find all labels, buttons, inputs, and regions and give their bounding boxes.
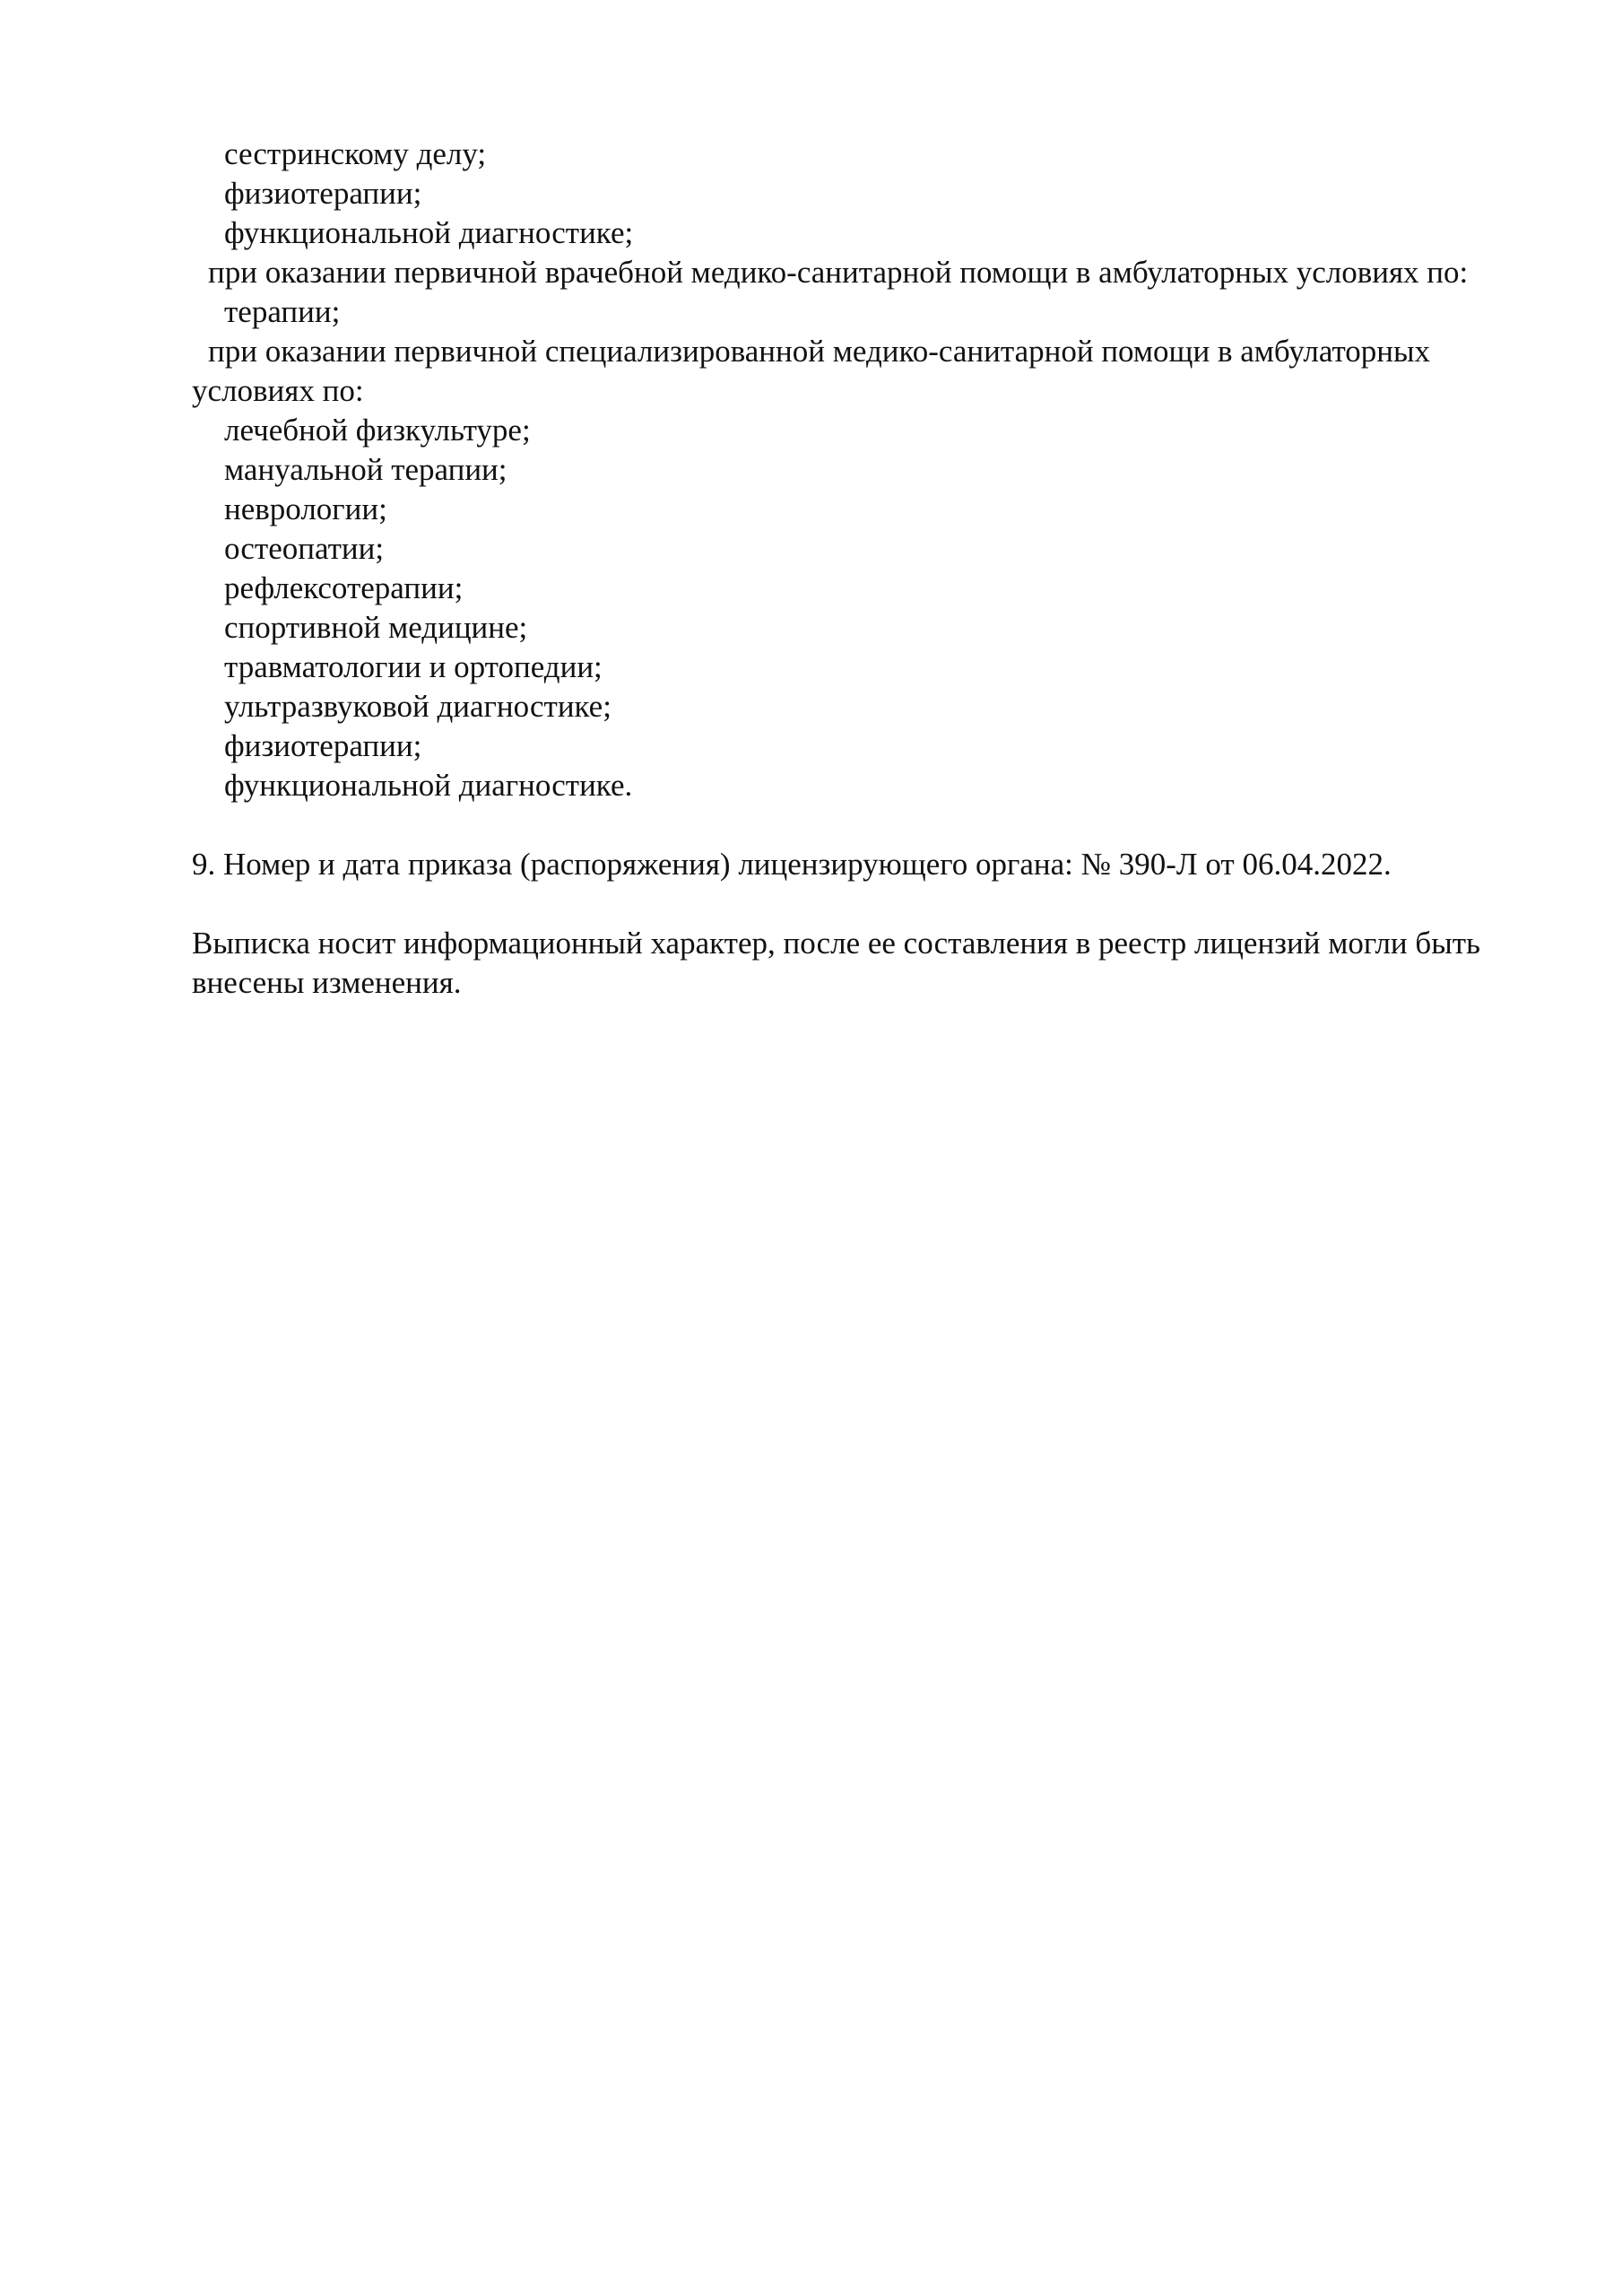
order-number-paragraph: 9. Номер и дата приказа (распоряжения) лицензирующего органа: № 390-Л от 06.04.2022. [192,847,1392,882]
list-item: мануальной терапии; [224,452,507,487]
spacer [0,805,1622,845]
list-item: физиотерапии; [224,176,422,211]
intro-specialized-care-cont: условиях по: [192,373,364,408]
list-item: спортивной медицине; [224,610,528,645]
intro-specialized-care: при оказании первичной специализированной медико-санитарной помощи в амбулаторных [208,334,1431,369]
list-item: травматологии и ортопедии; [224,649,603,684]
list-item: физиотерапии; [224,728,422,763]
list-item: лечебной физкультуре; [224,413,531,448]
list-item: остеопатии; [224,531,385,566]
list-item: неврологии; [224,491,387,526]
list-item: терапии; [224,294,341,329]
disclaimer-line-1: Выписка носит информационный характер, после ее составления в реестр лицензий могли быть [192,926,1480,961]
list-item: сестринскому делу; [224,136,487,171]
document-page [0,135,1622,1003]
list-item: ультразвуковой диагностике; [224,689,612,724]
list-item: функциональной диагностике; [224,215,634,250]
disclaimer-line-2: внесены изменения. [192,965,462,1000]
list-item: рефлексотерапии; [224,570,464,605]
list-item: функциональной диагностике. [224,768,633,803]
intro-primary-care: при оказании первичной врачебной медико-санитарной помощи в амбулаторных условиях по: [208,255,1469,290]
spacer [0,884,1622,924]
